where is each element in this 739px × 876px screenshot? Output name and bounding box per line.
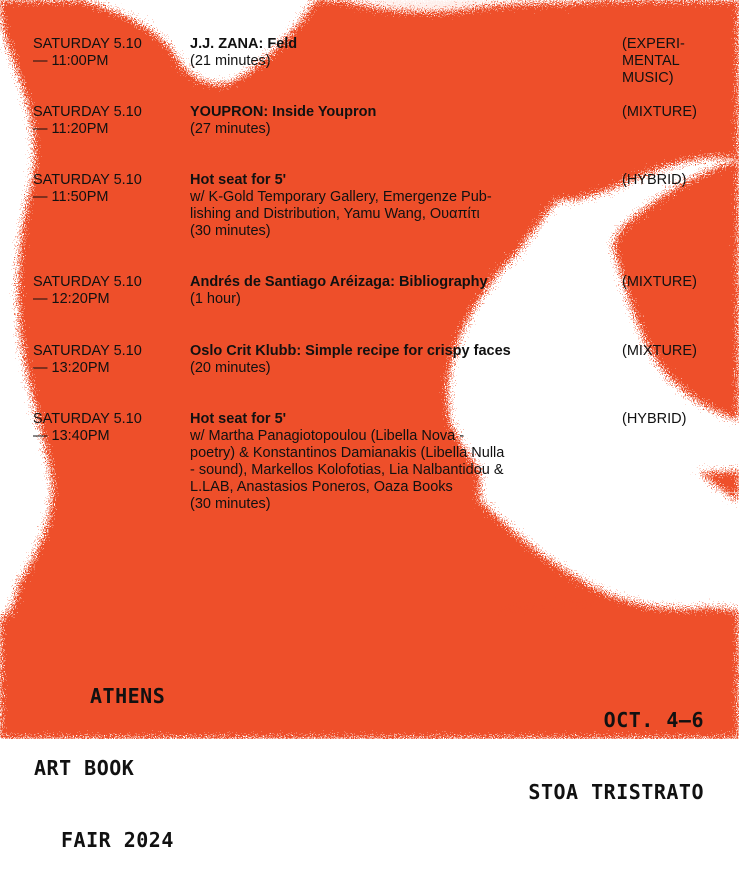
schedule-datetime bbox=[33, 274, 183, 308]
schedule-genre: (EXPERI- MENTAL MUSIC) bbox=[622, 36, 685, 86]
schedule-datetime bbox=[33, 36, 183, 70]
schedule-duration: (1 hour) bbox=[190, 291, 241, 307]
schedule-genre: (MIXTURE) bbox=[622, 274, 697, 290]
schedule-description bbox=[190, 104, 570, 138]
schedule-title: J.J. ZANA: Feld bbox=[190, 36, 298, 52]
schedule-date: SATURDAY 5.10 bbox=[33, 411, 142, 427]
event-info bbox=[528, 660, 704, 828]
event-title-line1: ATHENS bbox=[90, 684, 166, 708]
schedule-genre: (MIXTURE) bbox=[622, 343, 697, 359]
schedule-datetime bbox=[33, 172, 183, 206]
schedule-datetime bbox=[33, 411, 183, 445]
schedule-title: YOUPRON: Inside Youpron bbox=[190, 104, 377, 120]
schedule-date: SATURDAY 5.10 bbox=[33, 274, 142, 290]
schedule-time: — 12:20PM bbox=[33, 291, 110, 307]
schedule-duration: (20 minutes) bbox=[190, 360, 271, 376]
schedule-genre: (HYBRID) bbox=[622, 172, 687, 188]
schedule-title: Hot seat for 5' bbox=[190, 172, 287, 188]
schedule-time: — 13:40PM bbox=[33, 428, 110, 444]
schedule-date: SATURDAY 5.10 bbox=[33, 343, 142, 359]
schedule-datetime bbox=[33, 104, 183, 138]
schedule-genre: (MIXTURE) bbox=[622, 104, 697, 120]
schedule-duration: (30 minutes) bbox=[190, 496, 271, 512]
schedule-description bbox=[190, 36, 570, 70]
event-title-line3: FAIR 2024 bbox=[61, 828, 174, 852]
schedule-time: — 11:00PM bbox=[33, 53, 109, 69]
schedule-title: Oslo Crit Klubb: Simple recipe for crispy faces bbox=[190, 343, 511, 359]
schedule-participants: w/ K-Gold Temporary Gallery, Emergenze Pub- lishing and Distribution, Yamu Wang, Ουαπίτι bbox=[190, 189, 492, 222]
event-venue: STOA TRISTRATO bbox=[528, 780, 704, 804]
schedule-date: SATURDAY 5.10 bbox=[33, 36, 142, 52]
schedule-title: Hot seat for 5' bbox=[190, 411, 287, 427]
event-title bbox=[0, 636, 260, 876]
schedule-datetime bbox=[33, 343, 183, 377]
schedule-date: SATURDAY 5.10 bbox=[33, 104, 142, 120]
schedule-duration: (30 minutes) bbox=[190, 223, 271, 239]
schedule-time: — 13:20PM bbox=[33, 360, 110, 376]
schedule-time: — 11:50PM bbox=[33, 189, 109, 205]
schedule-description bbox=[190, 343, 570, 377]
schedule-duration: (27 minutes) bbox=[190, 121, 271, 137]
event-title-line2: ART BOOK bbox=[34, 756, 135, 780]
schedule-participants: w/ Martha Panagiotopoulou (Libella Nova - poetry) & Konstantinos Damianakis (Libella Nulla - sound), Markellos Kolofotias, Lia Nalbantidou & L.LAB, Anastasios Poneros, Oaza Books bbox=[190, 428, 505, 495]
schedule-description bbox=[190, 274, 570, 308]
schedule-title: Andrés de Santiago Aréizaga: Bibliography bbox=[190, 274, 488, 290]
event-dates: OCT. 4–6 bbox=[603, 708, 704, 732]
schedule-description bbox=[190, 172, 570, 240]
schedule-date: SATURDAY 5.10 bbox=[33, 172, 142, 188]
schedule-duration: (21 minutes) bbox=[190, 53, 271, 69]
schedule-time: — 11:20PM bbox=[33, 121, 109, 137]
schedule-genre: (HYBRID) bbox=[622, 411, 687, 427]
schedule-description bbox=[190, 411, 570, 513]
